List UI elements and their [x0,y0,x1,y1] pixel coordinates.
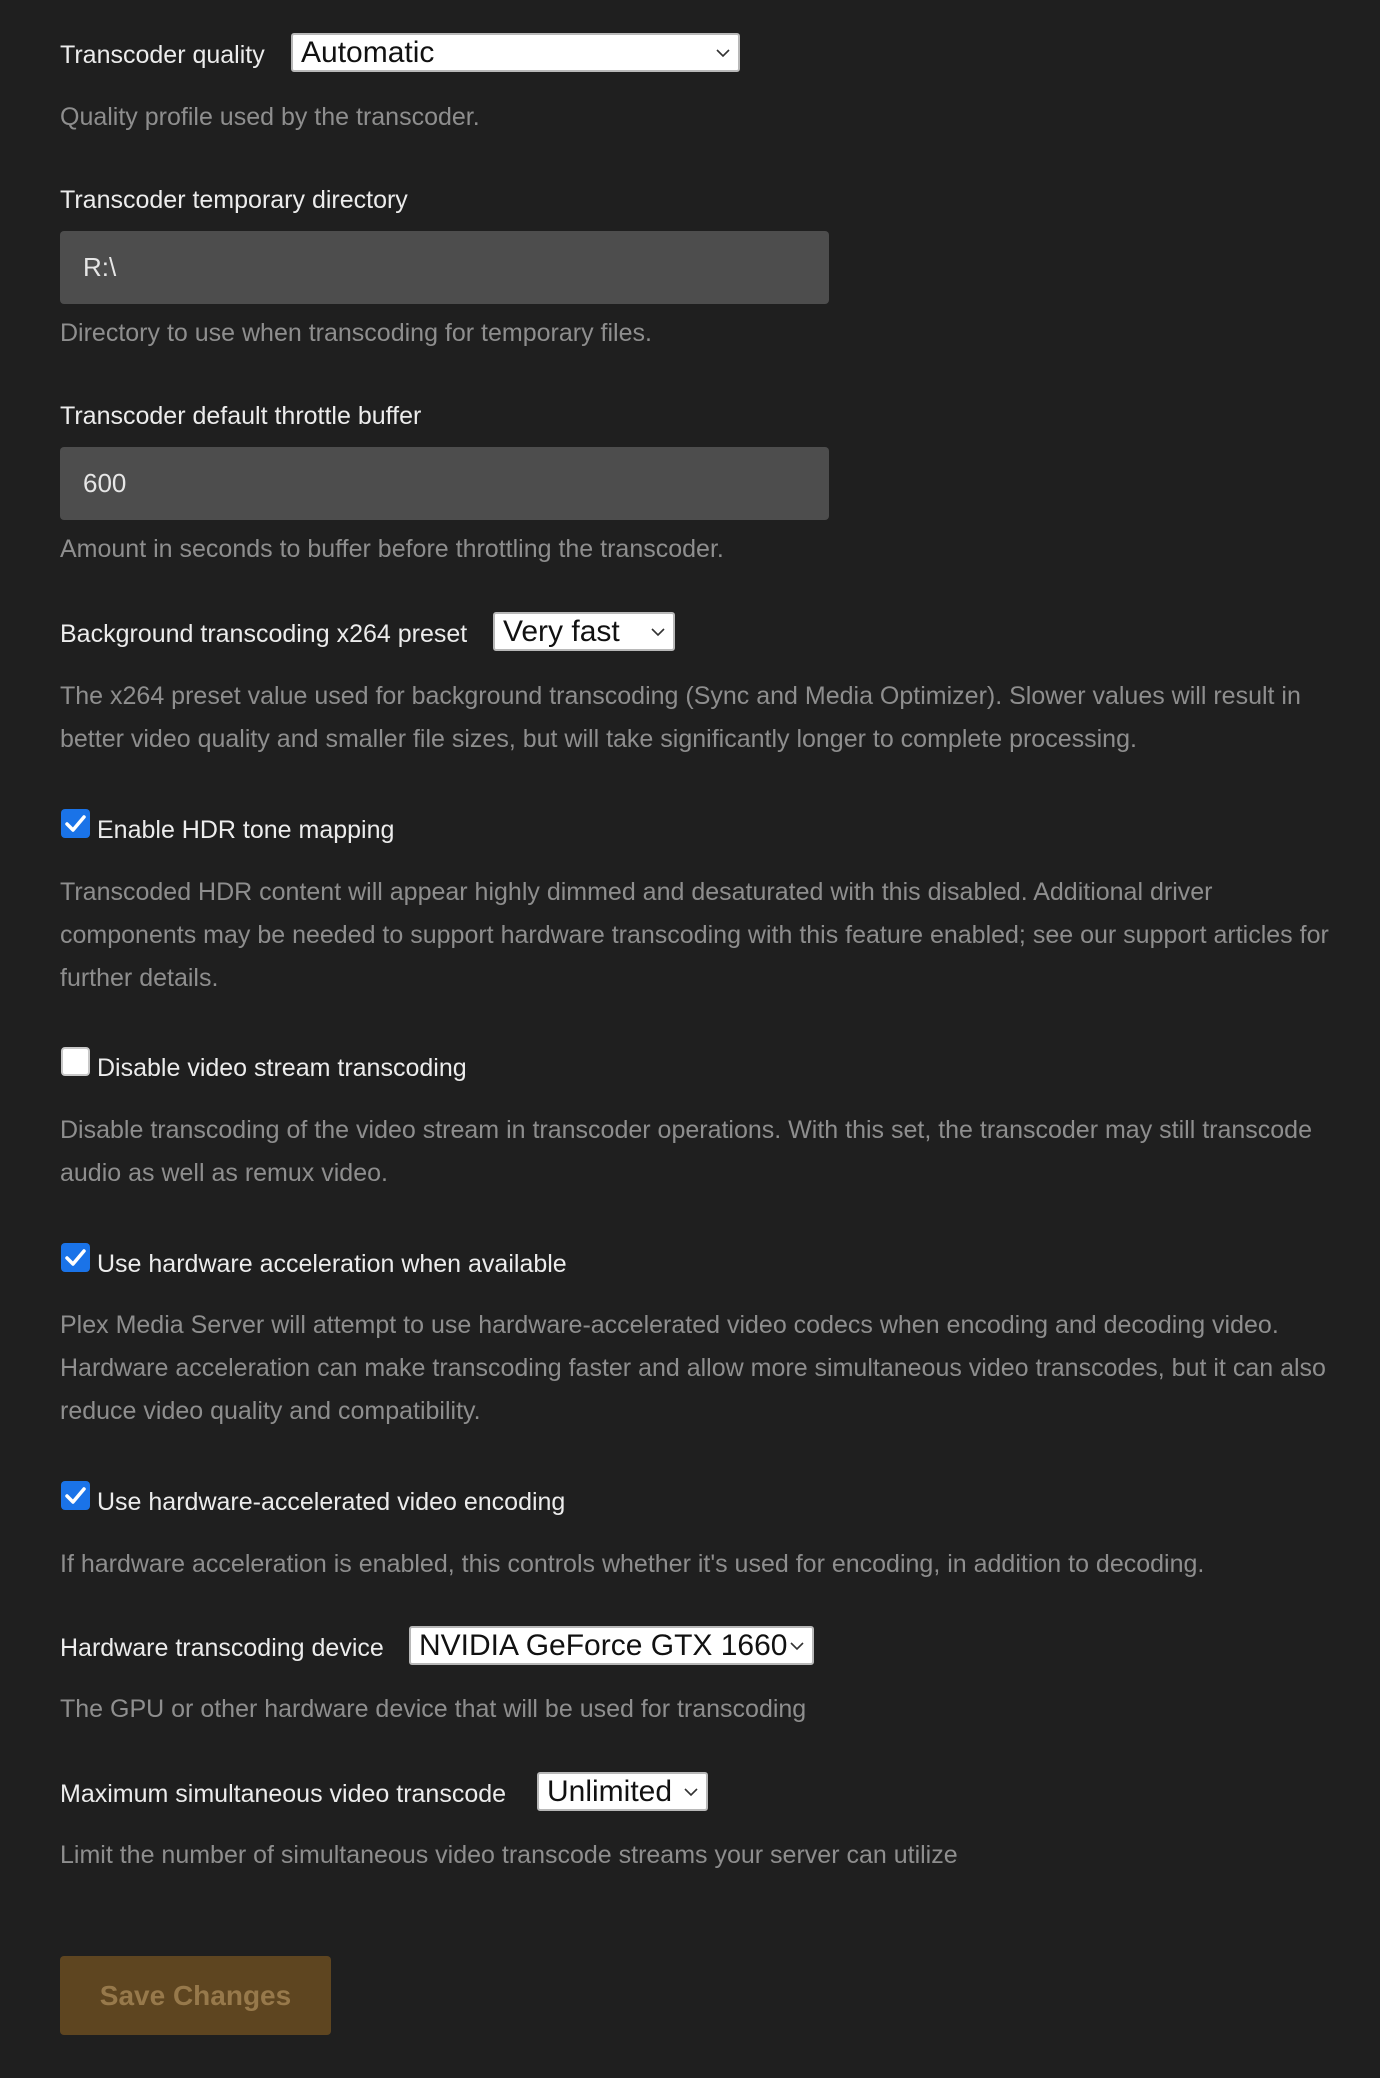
hdr-tone-mapping-label: Enable HDR tone mapping [97,816,395,844]
chevron-down-icon [716,49,730,58]
x264-preset-select[interactable] [493,612,675,651]
max-transcodes-value: Unlimited [547,1774,673,1808]
x264-preset-value: Very fast [503,614,620,648]
chevron-down-icon [651,628,665,637]
disable-video-transcoding-checkbox[interactable] [61,1047,90,1076]
hw-encoding-help: If hardware acceleration is enabled, this controls whether it's used for encoding, in addition to decoding. [60,1550,1205,1578]
checkmark-icon [65,1248,86,1267]
checkmark-icon [65,1486,86,1505]
x264-preset-help: The x264 preset value used for background transcoding (Sync and Media Optimizer). Slower values will result in better video quality and smaller file sizes, but will take significantly longer to complete processing. [60,682,1301,753]
transcoder-quality-value: Automatic [301,35,435,69]
hw-acceleration-checkbox[interactable] [61,1243,90,1272]
max-transcodes-label: Maximum simultaneous video transcode [60,1780,507,1808]
hw-device-select[interactable] [409,1626,814,1665]
temp-directory-help: Directory to use when transcoding for temporary files. [60,319,652,347]
chevron-down-icon [790,1642,804,1651]
checkmark-icon [65,814,86,833]
hw-device-help: The GPU or other hardware device that will be used for transcoding [60,1695,807,1723]
max-transcodes-select[interactable] [537,1772,708,1811]
hdr-tone-mapping-help: Transcoded HDR content will appear highly dimmed and desaturated with this disabled. Additional driver components may be needed to support hardware transcoding with this feature enabled; see our support articles for further details. [60,878,1329,992]
transcoder-quality-select[interactable] [291,33,740,72]
hw-acceleration-help: Plex Media Server will attempt to use hardware-accelerated video codecs when encoding and decoding video. Hardware acceleration can make transcoding faster and allow more simultaneous video transcodes, but it can also reduce video quality and compatibility. [60,1311,1326,1425]
temp-directory-label: Transcoder temporary directory [60,186,408,214]
chevron-down-icon [684,1788,698,1797]
temp-directory-input[interactable] [60,231,829,304]
max-transcodes-help: Limit the number of simultaneous video transcode streams your server can utilize [60,1841,958,1869]
hw-acceleration-label: Use hardware acceleration when available [97,1250,567,1278]
disable-video-transcoding-help: Disable transcoding of the video stream in transcoder operations. With this set, the transcoder may still transcode audio as well as remux video. [60,1116,1312,1187]
throttle-buffer-input[interactable] [60,447,829,520]
hw-device-label: Hardware transcoding device [60,1634,384,1662]
throttle-buffer-label: Transcoder default throttle buffer [60,402,422,430]
hw-encoding-checkbox[interactable] [61,1481,90,1510]
x264-preset-label: Background transcoding x264 preset [60,620,468,648]
hw-encoding-label: Use hardware-accelerated video encoding [97,1488,566,1516]
transcoder-quality-help: Quality profile used by the transcoder. [60,103,480,131]
hdr-tone-mapping-checkbox[interactable] [61,809,90,838]
transcoder-quality-label: Transcoder quality [60,41,265,69]
throttle-buffer-help: Amount in seconds to buffer before throttling the transcoder. [60,535,724,563]
hw-device-value: NVIDIA GeForce GTX 1660 [419,1628,788,1662]
save-changes-button[interactable]: Save Changes [60,1956,331,2035]
disable-video-transcoding-label: Disable video stream transcoding [97,1054,467,1082]
